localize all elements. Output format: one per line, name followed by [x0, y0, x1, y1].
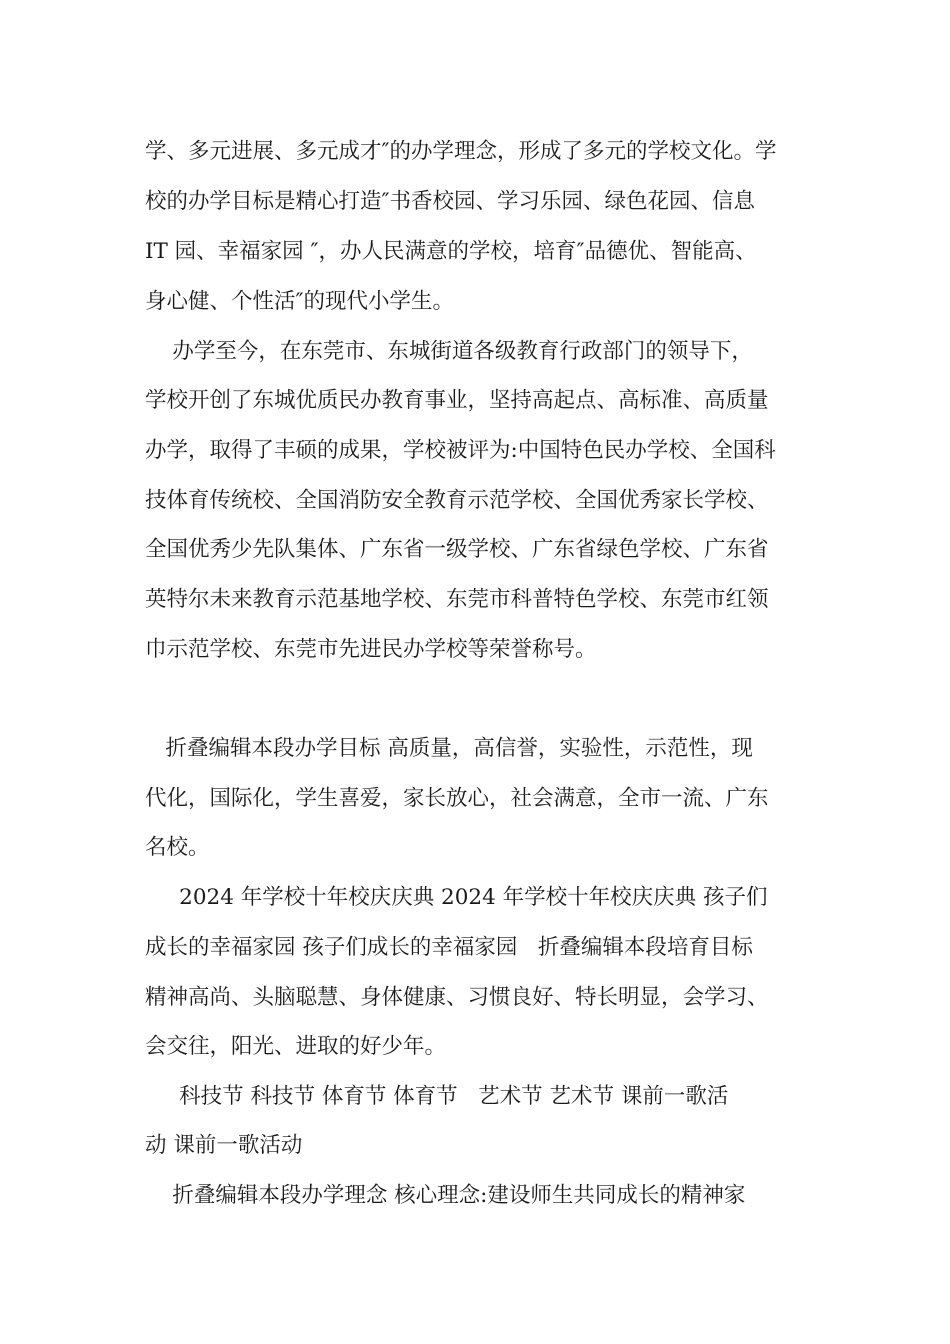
text-line: 校的办学目标是精心打造″书香校园、学习乐园、绿色花园、信息	[145, 189, 756, 214]
text-line: 折叠编辑本段办学目标 高质量，高信誉，实验性，示范性，现	[145, 736, 753, 761]
text-line: 办学至今，在东莞市、东城街道各级教育行政部门的领导下，	[145, 339, 753, 364]
text-line: 技体育传统校、全国消防安全教育示范学校、全国优秀家长学校、	[145, 488, 769, 513]
text-line: 精神高尚、头脑聪慧、身体健康、习惯良好、特长明显，会学习、	[145, 985, 769, 1010]
text-line: 动 课前一歌活动	[145, 1133, 303, 1158]
text-line: 巾示范学校、东莞市先进民办学校等荣誉称号。	[145, 637, 597, 662]
text-line: 会交往，阳光、进取的好少年。	[145, 1034, 447, 1059]
text-line: IT 园、幸福家园 ″，办人民满意的学校，培育″品德优、智能高、	[145, 239, 757, 264]
text-line: 学、多元进展、多元成才″的办学理念，形成了多元的学校文化。学	[145, 139, 777, 164]
text-line: 全国优秀少先队集体、广东省一级学校、广东省绿色学校、广东省	[145, 537, 769, 562]
text-line: 2024 年学校十年校庆庆典 2024 年学校十年校庆庆典 孩子们	[145, 885, 768, 910]
text-line: 英特尔未来教育示范基地学校、东莞市科普特色学校、东莞市红领	[145, 587, 769, 612]
text-line: 代化，国际化，学生喜爱，家长放心，社会满意，全市一流、广东	[145, 786, 769, 811]
text-line: 成长的幸福家园 孩子们成长的幸福家园 折叠编辑本段培育目标	[145, 935, 753, 960]
text-line: 折叠编辑本段办学理念 核心理念:建设师生共同成长的精神家	[145, 1183, 746, 1208]
text-line: 学校开创了东城优质民办教育事业，坚持高起点、高标准、高质量	[145, 388, 769, 413]
text-line: 办学，取得了丰硕的成果，学校被评为:中国特色民办学校、全国科	[145, 438, 776, 463]
text-line: 身心健、个性活″的现代小学生。	[145, 289, 455, 314]
text-line: 名校。	[145, 835, 210, 860]
text-line: 科技节 科技节 体育节 体育节 艺术节 艺术节 课前一歌活	[145, 1084, 729, 1109]
